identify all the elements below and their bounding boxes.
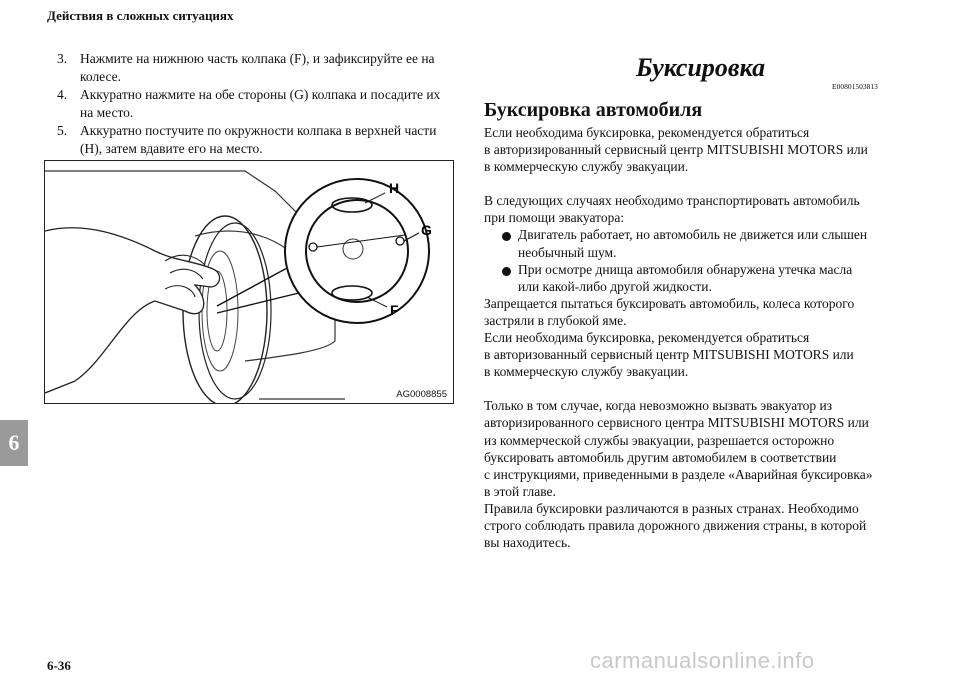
paragraph: В следующих случаях необходимо транспортировать автомобиль при помощи эвакуатора: [484, 193, 860, 226]
label-h: H [389, 180, 400, 196]
subsection-title: Буксировка автомобиля [484, 99, 703, 121]
section-title: Буксировка [636, 53, 766, 82]
section-code: E00801503813 [832, 82, 878, 91]
paragraph: Только в том случае, когда невозможно вызвать эвакуатор из авторизированного сервисного центра MITSUBISHI MOTORS или из коммерческой службы эвакуации, разрешается осторожно буксировать автомобиль другим автомобилем в соответствии с инструкциями, приведенными в разделе «Аварийная буксировка» в этой главе. [484, 398, 873, 499]
page-number: 6-36 [47, 658, 71, 673]
step-item: 3. Нажмите на нижнюю часть колпака (F), и зафиксируйте ее на колесе. [57, 51, 435, 84]
step-item: 4. Аккуратно нажмите на обе стороны (G) колпака и посадите их на место. [57, 87, 441, 120]
figure-id: AG0008855 [396, 389, 447, 400]
paragraph: Если необходима буксировка, рекомендуется обратиться в авторизованный сервисный центр MITSUBISHI MOTORS или в коммерческую службу эвакуации. [484, 330, 854, 380]
paragraph: Если необходима буксировка, рекомендуется обратиться в авторизированный сервисный центр MITSUBISHI MOTORS или в коммерческую службу эвакуации. [484, 125, 868, 175]
bullet-item: При осмотре днища автомобиля обнаружена утечка масла или какой-либо другой жидкости. [484, 261, 904, 295]
section-header: Действия в сложных ситуациях [47, 8, 234, 23]
wheel-cap-illustration [44, 160, 454, 404]
bullet-item: Двигатель работает, но автомобиль не движется или слышен необычный шум. [484, 226, 904, 260]
label-f: F [390, 302, 399, 318]
step-item: 5. Аккуратно постучите по окружности колпака в верхней части (H), затем вдавите его на место. [57, 123, 437, 156]
chapter-tab: 6 [0, 420, 28, 466]
illustration-drawing [45, 161, 453, 403]
label-g: G [421, 222, 432, 238]
body-text [484, 124, 904, 551]
paragraph: Запрещается пытаться буксировать автомобиль, колеса которого застряли в глубокой яме. [484, 295, 855, 328]
bullet-dot-icon [502, 232, 511, 241]
step-text: Аккуратно нажмите на обе стороны (G) колпака и посадите их на место. [80, 87, 441, 120]
bullet-dot-icon [502, 267, 511, 276]
step-text: Нажмите на нижнюю часть колпака (F), и зафиксируйте ее на колесе. [80, 51, 435, 84]
watermark: carmanualsonline.info [590, 648, 815, 673]
step-text: Аккуратно постучите по окружности колпака в верхней части (H), затем вдавите его на место. [80, 123, 437, 156]
paragraph: Правила буксировки различаются в разных странах. Необходимо строго соблюдать правила дорожного движения страны, в которой вы находитесь. [484, 500, 867, 551]
steps-list [50, 50, 450, 158]
